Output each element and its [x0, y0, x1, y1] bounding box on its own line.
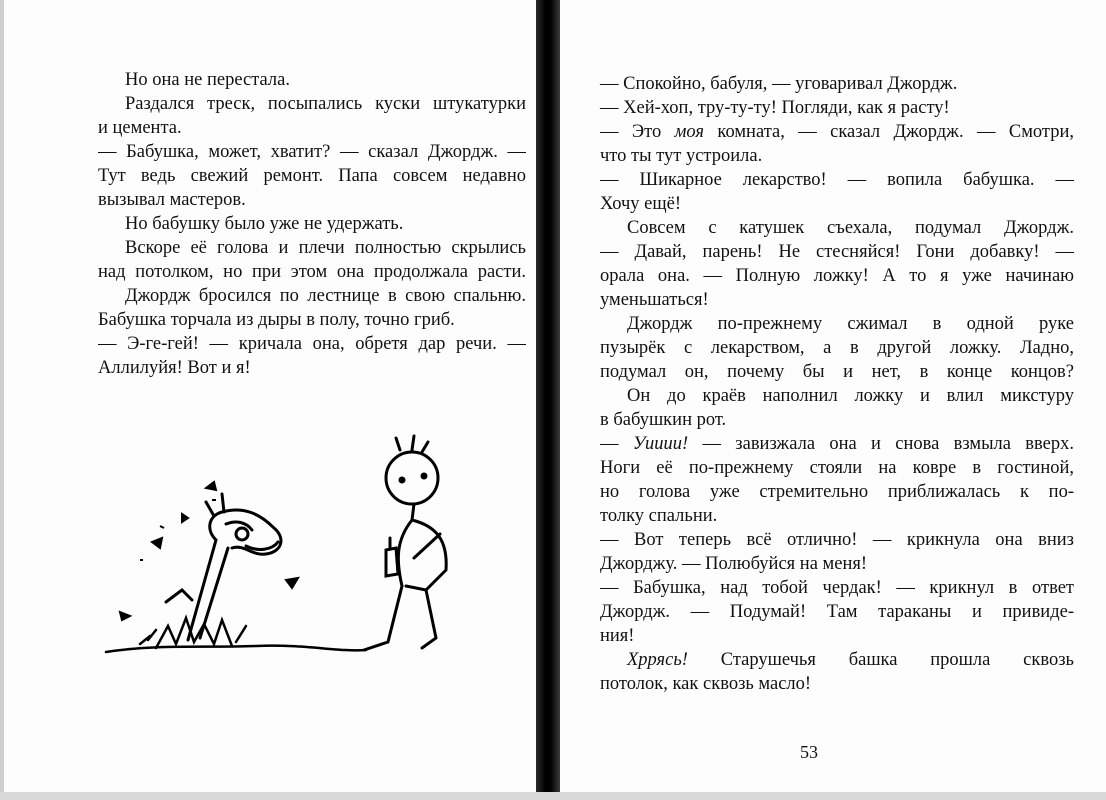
text-line: Тут ведь свежий ремонт. Папа совсем недавно: [98, 166, 526, 186]
text-segment: Старушечья башка прошла сквозь: [687, 650, 1074, 670]
text-segment: — Это: [600, 122, 675, 142]
illustration: [96, 430, 536, 670]
text-line: Аллилуйя! Вот и я!: [98, 358, 251, 378]
text-line: — Бабушка, над тобой чердак! — крикнул в ответ: [600, 578, 1074, 598]
floor-hole-drawing: [106, 618, 366, 652]
page-edge: [0, 792, 1106, 800]
text-line: потолок, как сквозь масло!: [600, 674, 812, 694]
text-segment: комната, — сказал Джордж. — Смотри,: [704, 122, 1074, 142]
text-line: Ноги её по-прежнему стояли на ковре в гостиной,: [600, 458, 1074, 478]
book-gutter: [536, 0, 560, 800]
text-line: Но бабушку было уже не удержать.: [125, 214, 404, 234]
text-line: Джорджу. — Полюбуйся на меня!: [600, 554, 868, 574]
text-line: над потолком, но при этом она продолжала расти.: [98, 262, 526, 282]
text-line: уменьшаться!: [600, 290, 709, 310]
text-line: — Вот теперь всё отлично! — крикнула она вниз: [600, 530, 1074, 550]
text-line: Джордж. — Подумай! Там тараканы и привиде-: [600, 602, 1074, 622]
text-line: [600, 432, 1074, 456]
left-page: [0, 0, 536, 800]
george-drawing: [364, 436, 446, 650]
text-line: Но она не перестала.: [125, 70, 290, 90]
text-line: Джордж бросился по лестнице в свою спальню.: [125, 286, 526, 306]
text-line: толку спальни.: [600, 506, 718, 526]
text-line: [600, 120, 1074, 144]
text-segment: — завизжала она и снова взмыла вверх.: [688, 434, 1074, 454]
right-page-text: [600, 72, 1074, 696]
text-line: Он до краёв наполнил ложку и влил микстуру: [627, 386, 1074, 406]
text-line: — Бабушка, может, хватит? — сказал Джордж. —: [98, 142, 526, 162]
text-line: и цемента.: [98, 118, 182, 138]
emphasis-text: Хррясь!: [627, 650, 688, 670]
text-line: — Шикарное лекарство! — вопила бабушка. —: [600, 170, 1074, 190]
text-line: — Давай, парень! Не стесняйся! Гони добавку! —: [600, 242, 1074, 262]
text-line: Джордж по-прежнему сжимал в одной руке: [627, 314, 1074, 334]
text-line: Совсем с катушек съехала, подумал Джордж.: [627, 218, 1074, 238]
text-line: Раздался треск, посыпались куски штукатурки: [125, 94, 526, 114]
text-line: орала она. — Полную ложку! А то я уже начинаю: [600, 266, 1074, 286]
text-line: Хочу ещё!: [600, 194, 681, 214]
right-page: [560, 0, 1106, 800]
text-line: в бабушкин рот.: [600, 410, 727, 430]
debris-drawing: [120, 482, 298, 620]
left-page-text: [98, 68, 526, 380]
text-line: — Хей-хоп, тру-ту-ту! Погляди, как я расту!: [600, 98, 950, 118]
text-line: что ты тут устроила.: [600, 146, 763, 166]
text-line: — Э-ге-гей! — кричала она, обретя дар речи. —: [98, 334, 526, 354]
emphasis-text: Уииии!: [632, 434, 689, 454]
text-line: — Спокойно, бабуля, — уговаривал Джордж.: [600, 74, 958, 94]
page-edge: [0, 0, 4, 800]
text-line: вызывал мастеров.: [98, 190, 246, 210]
text-line: [600, 648, 1074, 672]
text-line: ния!: [600, 626, 635, 646]
text-segment: —: [600, 434, 633, 454]
text-line: Вскоре её голова и плечи полностью скрылись: [125, 238, 526, 258]
emphasis-text: моя: [674, 122, 705, 142]
page-number: 53: [800, 742, 818, 762]
text-line: пузырёк с лекарством, а в другой ложку. Ладно,: [600, 338, 1074, 358]
text-line: но голова уже стремительно приближалась к по-: [600, 482, 1074, 502]
text-line: подумал он, почему бы и нет, в конце концов?: [600, 362, 1074, 382]
text-line: Бабушка торчала из дыры в полу, точно гриб.: [98, 310, 455, 330]
